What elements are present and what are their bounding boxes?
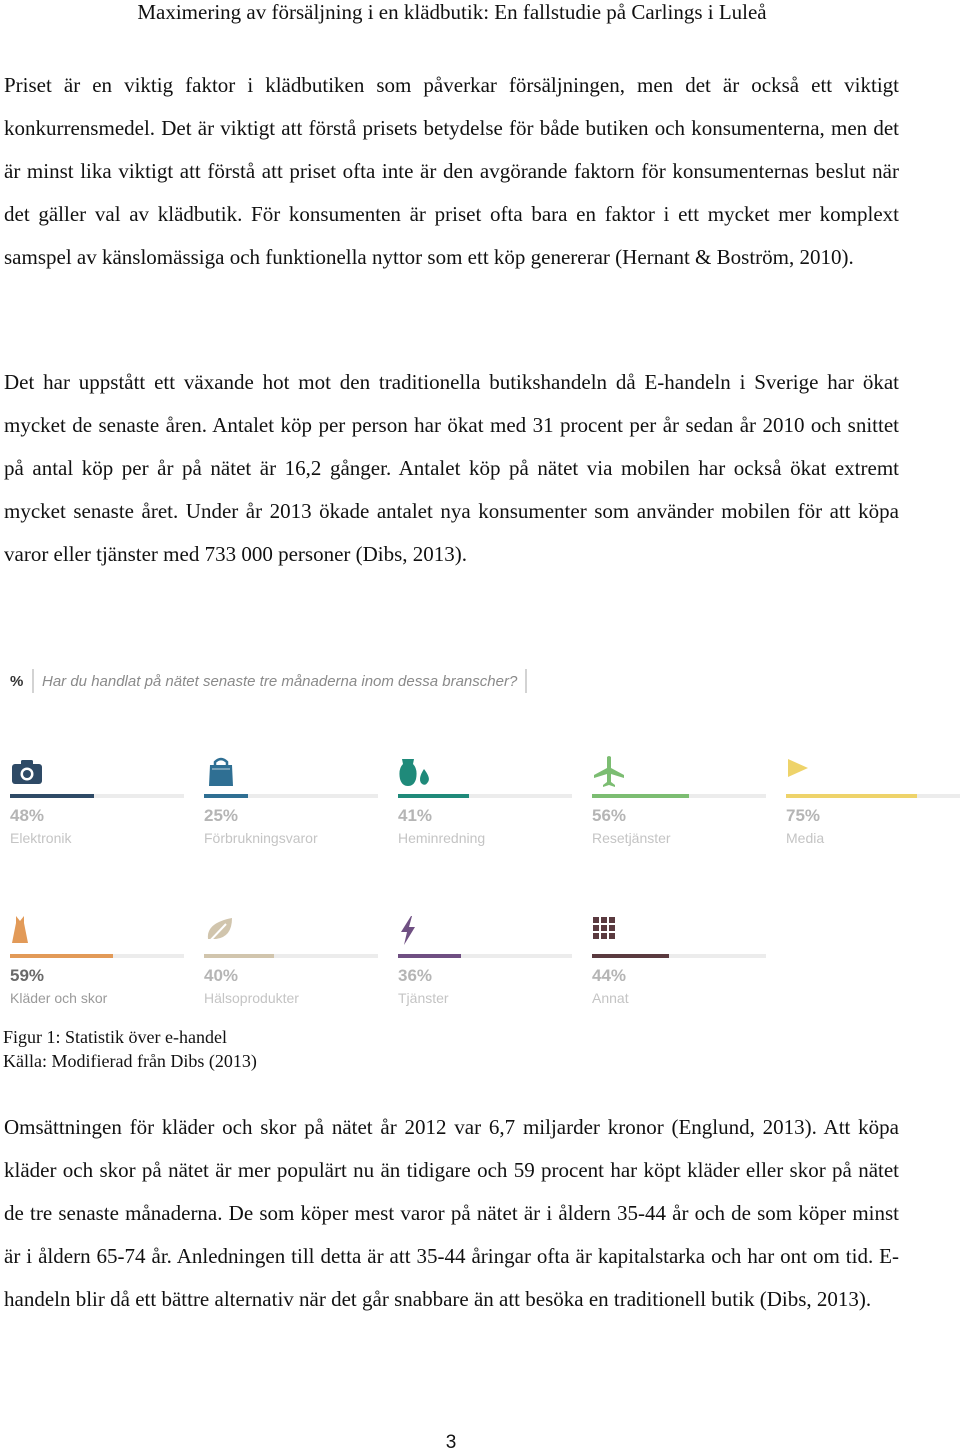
leaf-icon (204, 915, 238, 949)
category-item (398, 755, 573, 865)
category-label: Heminredning (398, 830, 486, 846)
value-bar (398, 954, 461, 958)
category-label: Annat (592, 990, 629, 1006)
lightning-icon (398, 915, 432, 949)
category-label: Media (786, 830, 825, 846)
category-item (204, 755, 379, 865)
shopping-bag-icon (204, 755, 238, 789)
category-item (592, 755, 767, 865)
paragraph-ecommerce-growth: Det har uppstått ett växande hot mot den traditionella butikshandeln då E-handeln i Sverige har ökat mycket de senaste åren. Antalet köp per person har ökat med 31 procent per år sedan år 2010 och snittet på antal köp per år på nätet är 16,2 gånger. Antalet köp på nätet via mobilen har också ökat extremt mycket senaste året. Under år 2013 ökade antalet nya konsumenter som använder mobilen för att köpa varor eller tjänster med 733 000 personer (Dibs, 2013). (4, 370, 899, 566)
percent-unit: % (10, 672, 24, 690)
category-label: Förbrukningsvaror (204, 830, 318, 846)
value-bar (786, 794, 917, 798)
category-percent: 25% (204, 806, 239, 825)
value-bar-track (592, 794, 766, 798)
infographic-header (10, 667, 527, 695)
category-percent: 36% (398, 966, 433, 985)
value-bar-track (398, 794, 572, 798)
value-bar (592, 954, 669, 958)
category-label: Kläder och skor (10, 990, 108, 1006)
header-divider (32, 669, 34, 693)
value-bar (10, 794, 94, 798)
figure-source: Källa: Modifierad från Dibs (2013) (3, 1051, 257, 1071)
category-item (10, 755, 185, 865)
paragraph-clothing-online: Omsättningen för kläder och skor på nätet år 2012 var 6,7 miljarder kronor (Englund, 2013). Att köpa kläder och skor på nätet är mer populärt nu än tidigare och 59 procent har köpt kläder eller skor på nätet de tre senaste månaderna. De som köper mest varor på nätet är i åldern 35-44 år och de som köper minst är i åldern 65-74 år. Anledningen till detta är att 35-44 åringar ofta är kapitalstarka och har ont om tid. E-handeln blir då ett bättre alternativ när det går snabbare än att besöka en traditionell butik (Dibs, 2013). (4, 1115, 899, 1311)
camera-icon (10, 755, 44, 789)
category-percent: 59% (10, 966, 45, 985)
value-bar (204, 954, 274, 958)
category-percent: 56% (592, 806, 627, 825)
category-label: Resetjänster (592, 830, 671, 846)
category-percent: 75% (786, 806, 821, 825)
value-bar-track (10, 794, 184, 798)
value-bar-track (10, 954, 184, 958)
category-item (786, 755, 960, 865)
category-label: Tjänster (398, 990, 449, 1006)
value-bar (398, 794, 469, 798)
vase-icon (398, 755, 432, 789)
header-divider-end (525, 669, 527, 693)
value-bar (10, 954, 113, 958)
play-icon (786, 755, 820, 789)
category-label: Hälsoprodukter (204, 990, 299, 1006)
infographic-question: Har du handlat på nätet senaste tre månaderna inom dessa branscher? (42, 672, 518, 690)
page-number: 3 (445, 1432, 457, 1453)
category-item (592, 915, 767, 1025)
value-bar (204, 794, 248, 798)
value-bar-track (204, 794, 378, 798)
category-percent: 40% (204, 966, 239, 985)
value-bar-track (592, 954, 766, 958)
figure-title: Figur 1: Statistik över e-handel (3, 1027, 227, 1047)
grid-icon (592, 915, 626, 949)
category-percent: 41% (398, 806, 433, 825)
paragraph-price: Priset är en viktig faktor i klädbutiken som påverkar försäljningen, men det är också ett viktigt konkurrensmedel. Det är viktigt att förstå prisets betydelse för både butiken och konsumenterna, men det är minst lika viktigt att förstå att priset ofta inte är den avgörande faktorn för konsumenternas beslut när det gäller val av klädbutik. För konsumenten är priset ofta bara en faktor i ett mycket mer komplext samspel av känslomässiga och funktionella nyttor som ett köp genererar (Hernant & Boström, 2010). (4, 73, 899, 269)
running-header: Maximering av försäljning i en klädbutik: En fallstudie på Carlings i Luleå (137, 0, 767, 24)
value-bar (592, 794, 689, 798)
airplane-icon (592, 755, 626, 789)
value-bar-track (398, 954, 572, 958)
value-bar-track (786, 794, 960, 798)
category-item (204, 915, 379, 1025)
value-bar-track (204, 954, 378, 958)
category-percent: 44% (592, 966, 627, 985)
dress-icon (10, 915, 44, 949)
category-item (10, 915, 185, 1025)
figure-caption (3, 1025, 257, 1073)
ecommerce-infographic (0, 655, 960, 1015)
category-percent: 48% (10, 806, 45, 825)
category-label: Elektronik (10, 830, 72, 846)
category-item (398, 915, 573, 1025)
